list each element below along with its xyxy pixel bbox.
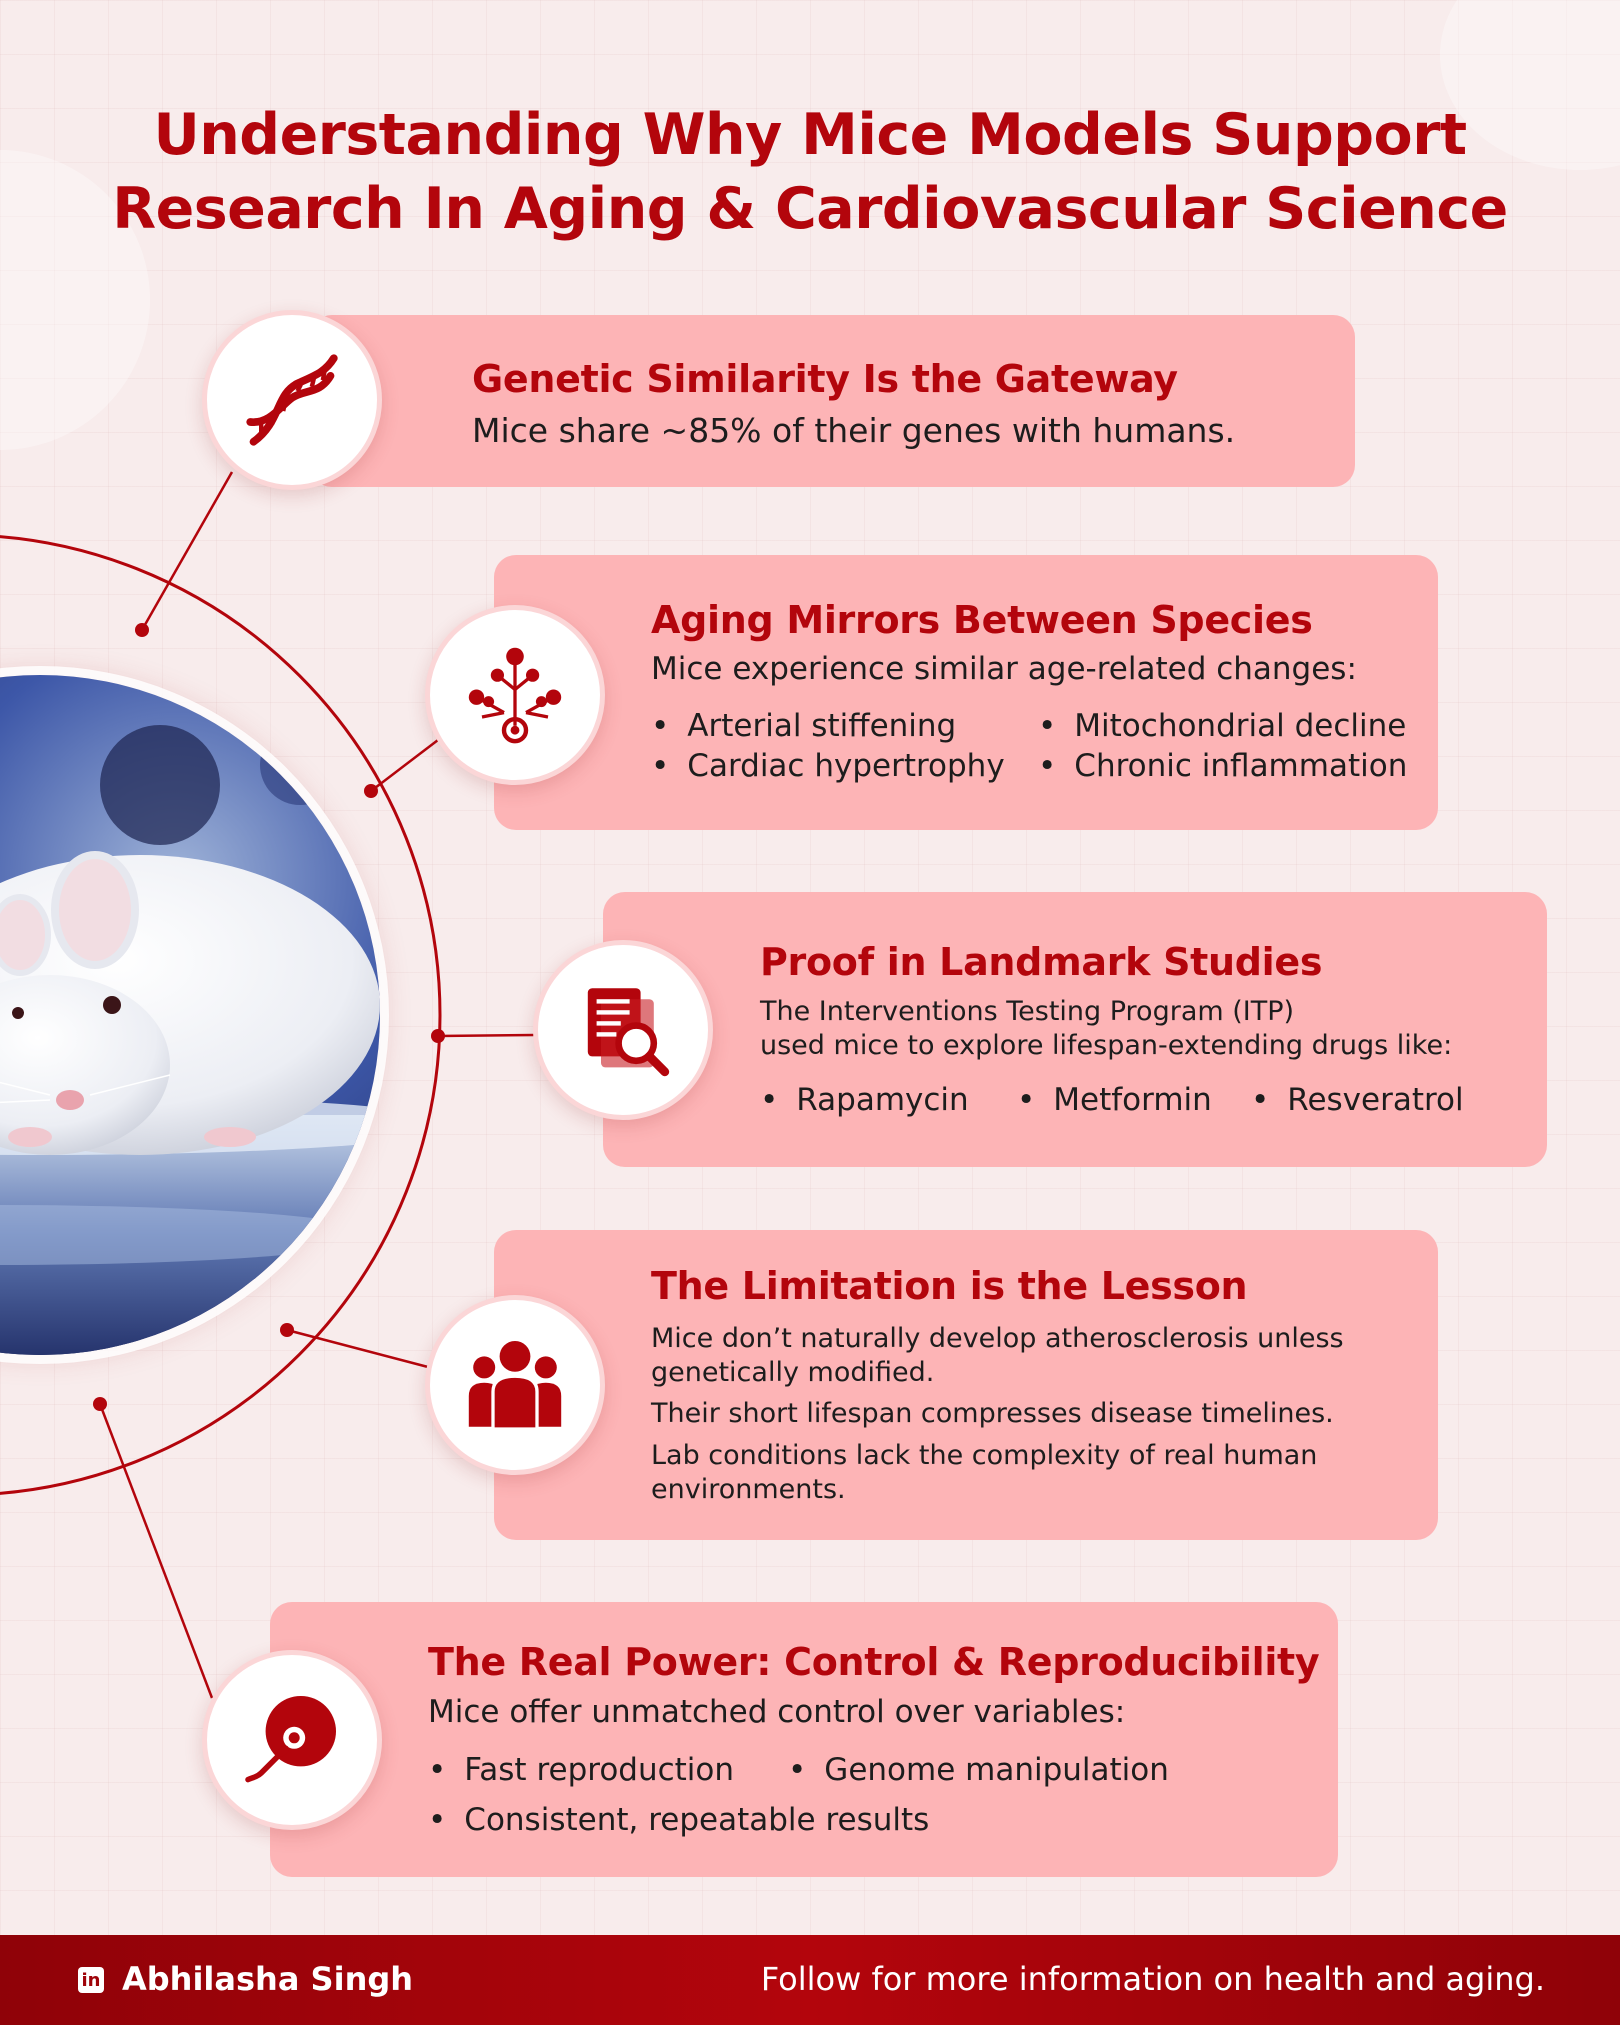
card-title: The Real Power: Control & Reproducibility: [428, 1640, 1320, 1684]
bullet-item: • Rapamycin: [760, 1082, 969, 1118]
card-genetic-similarity: [310, 315, 1355, 487]
card-text-line: Their short lifespan compresses disease timelines.: [651, 1398, 1334, 1429]
connector-dot-5: [93, 1397, 107, 1411]
icon-circle-4: [425, 1295, 605, 1475]
connector-dot-1: [135, 623, 149, 637]
sperm-egg-icon: [237, 1685, 347, 1795]
connector-5: [100, 1404, 212, 1698]
card-text-line: genetically modified.: [651, 1357, 935, 1388]
card-text: Mice experience similar age-related changes:: [651, 651, 1357, 687]
card-real-power: [270, 1602, 1338, 1877]
card-aging-mirrors: [494, 555, 1438, 830]
title-line-1: Understanding Why Mice Models Support: [153, 102, 1467, 168]
molecule-tree-icon: [460, 640, 570, 750]
icon-circle-1: [202, 310, 382, 490]
follow-cta: Follow for more information on health and aging.: [760, 1960, 1545, 1998]
bullet-item: • Chronic inflammation: [1038, 748, 1407, 784]
card-text-line: environments.: [651, 1474, 846, 1505]
linkedin-icon[interactable]: in: [78, 1967, 104, 1993]
card-limitation: [494, 1230, 1438, 1540]
bullet-item: • Mitochondrial decline: [1038, 708, 1406, 744]
card-title: Aging Mirrors Between Species: [651, 598, 1313, 642]
bullet-item: • Cardiac hypertrophy: [651, 748, 1005, 784]
card-text: Mice share ~85% of their genes with humans.: [472, 411, 1236, 450]
card-text-line: used mice to explore lifespan-extending drugs like:: [760, 1030, 1453, 1061]
title-line-2: Research In Aging & Cardiovascular Science: [112, 176, 1508, 242]
connector-3: [438, 1035, 535, 1036]
connector-dot-4: [280, 1323, 294, 1337]
bullet-item: • Metformin: [1017, 1082, 1212, 1118]
author-name: Abhilasha Singh: [122, 1960, 414, 1998]
card-text-line: Mice don’t naturally develop atherosclerosis unless: [651, 1323, 1344, 1354]
card-text-line: Lab conditions lack the complexity of real human: [651, 1440, 1318, 1471]
icon-circle-2: [425, 605, 605, 785]
card-text-line: The Interventions Testing Program (ITP): [760, 996, 1295, 1027]
icon-circle-3: [533, 940, 713, 1120]
icon-circle-5: [202, 1650, 382, 1830]
connector-dot-2: [364, 784, 378, 798]
bullet-item: • Fast reproduction: [428, 1752, 734, 1788]
bullet-item: • Genome manipulation: [788, 1752, 1169, 1788]
document-search-icon: [568, 975, 678, 1085]
footer-bar: [0, 1935, 1620, 2025]
bullet-item: • Arterial stiffening: [651, 708, 956, 744]
connector-dot-3: [431, 1029, 445, 1043]
connector-1: [142, 472, 232, 630]
people-group-icon: [460, 1330, 570, 1440]
connector-4: [287, 1330, 428, 1367]
connector-2: [371, 740, 438, 791]
bullet-item: • Resveratrol: [1251, 1082, 1464, 1118]
dna-icon: [237, 345, 347, 455]
card-title: Genetic Similarity Is the Gateway: [472, 357, 1178, 401]
card-title: The Limitation is the Lesson: [651, 1264, 1248, 1308]
card-landmark-studies: [603, 892, 1547, 1167]
card-text: Mice offer unmatched control over variables:: [428, 1694, 1126, 1730]
bullet-item: • Consistent, repeatable results: [428, 1802, 929, 1838]
card-title: Proof in Landmark Studies: [760, 940, 1323, 984]
